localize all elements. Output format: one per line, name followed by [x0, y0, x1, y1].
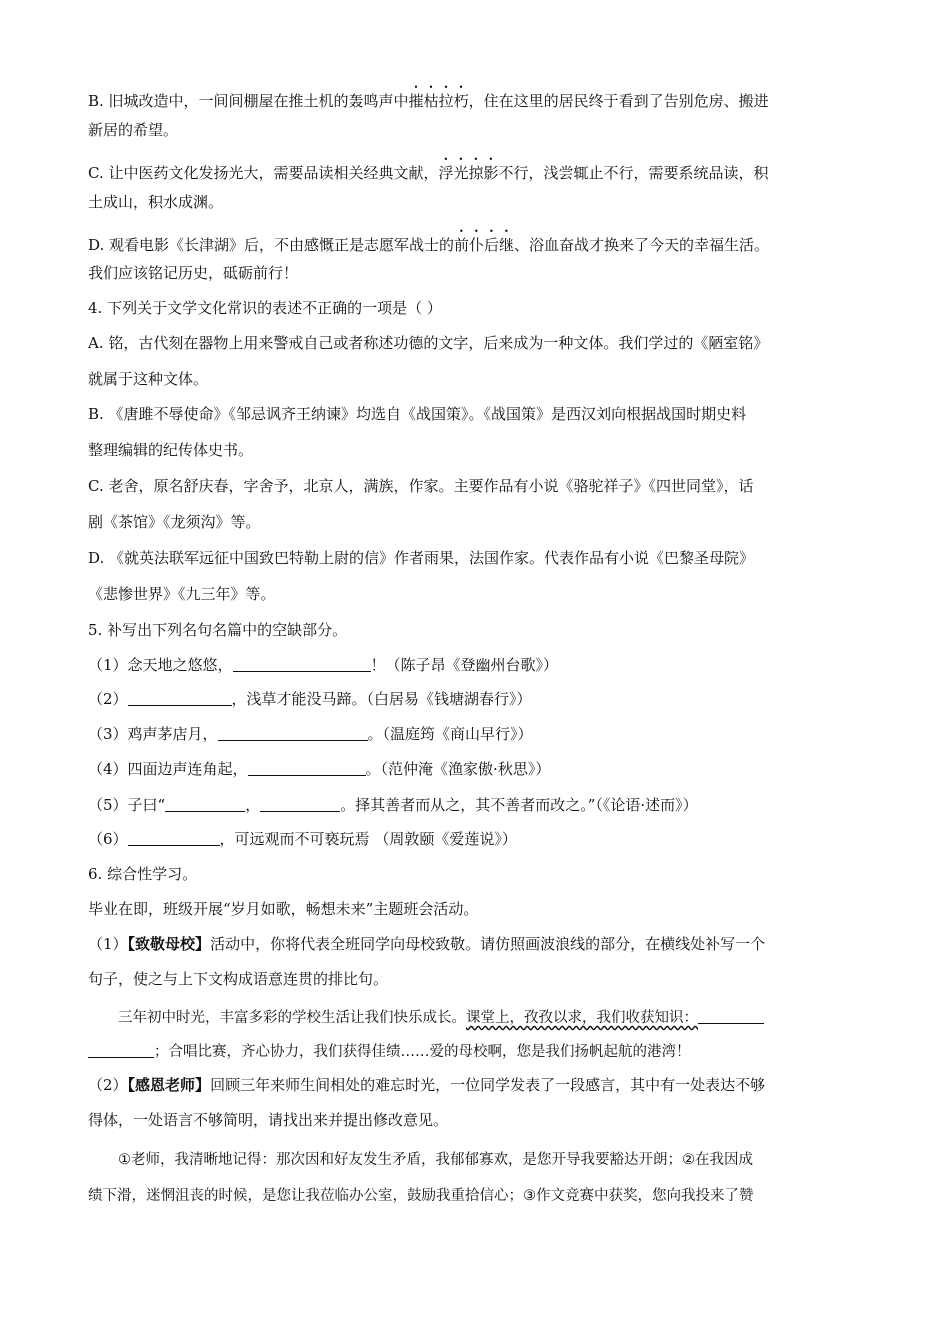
activity-tag: 【感恩老师】 — [127, 1076, 211, 1094]
answer-blank[interactable] — [88, 1041, 154, 1058]
item-text: 。（温庭筠《商山早行》） — [367, 725, 533, 743]
answer-blank[interactable] — [248, 759, 366, 776]
emphasized-idiom: 前仆后继 — [454, 236, 515, 254]
option-text: B. 旧城改造中，一间间棚屋在推土机的轰鸣声中 — [88, 92, 409, 110]
q4-option-d-cont: 《悲惨世界》《九三年》等。 — [88, 585, 276, 603]
q5-item-6 — [88, 828, 517, 850]
q6-passage-2 — [88, 1041, 691, 1063]
q4-option-c: C. 老舍，原名舒庆春，字舍予，北京人，满族，作家。主要作品有小说《骆驼祥子》《四世同堂》，话 — [88, 477, 754, 495]
wavy-underlined-text: 课堂上，孜孜以求，我们收获知识： — [466, 1010, 698, 1026]
q4-option-a-cont: 就属于这种文体。 — [88, 370, 209, 388]
q6-passage-3: ①老师，我清晰地记得：那次因和好友发生矛盾，我郁郁寡欢，是您开导我要豁达开朗；②在我因成 — [118, 1152, 753, 1168]
part-number: （1） — [88, 935, 128, 953]
option-text: 不行，浅尝辄止不行，需要系统品读，积 — [498, 164, 769, 182]
q5-item-3 — [88, 723, 533, 745]
q4-option-a: A. 铭，古代刻在器物上用来警戒自己或者称述功德的文字，后来成为一种文体。我们学过的《陋室铭》 — [88, 334, 769, 352]
answer-blank[interactable] — [128, 689, 232, 706]
q6-stem: 6. 综合性学习。 — [88, 865, 198, 883]
option-text: ，住在这里的居民终于看到了告别危房、搬进 — [468, 92, 769, 110]
q5-item-2 — [88, 688, 532, 710]
q3-option-c-cont: 土成山，积水成渊。 — [88, 193, 224, 211]
q6-passage-4: 绩下滑，迷惘沮丧的时候，是您让我莅临办公室，鼓励我重拾信心；③作文竞赛中获奖，您向我投来了赞 — [88, 1188, 754, 1204]
item-text: 。择其善者而从之，其不善者而改之。”（《论语·述而》） — [340, 796, 698, 814]
q5-item-1 — [88, 654, 558, 676]
item-text: ，可远观而不可亵玩焉 （周敦颐《爱莲说》） — [219, 830, 517, 848]
answer-blank[interactable] — [218, 724, 368, 741]
q6-part1 — [88, 933, 765, 955]
item-text: （4）四面边声连角起， — [88, 760, 248, 778]
q3-option-b — [88, 83, 769, 112]
answer-blank[interactable] — [128, 829, 220, 846]
q3-option-d — [88, 227, 769, 256]
q5-item-5 — [88, 794, 698, 816]
item-text: （3）鸡声茅店月， — [88, 725, 218, 743]
q4-option-b: B. 《唐雎不辱使命》《邹忌讽齐王纳谏》均选自《战国策》。《战国策》是西汉刘向根据战国时期史料 — [88, 405, 747, 423]
passage-text: ； — [154, 1044, 169, 1060]
q3-option-c — [88, 155, 769, 184]
q4-option-d: D. 《就英法联军远征中国致巴特勒上尉的信》作者雨果，法国作家。代表作品有小说《巴黎圣母院》 — [88, 549, 755, 567]
q6-part1-cont: 句子，使之与上下文构成语意连贯的排比句。 — [88, 970, 389, 988]
option-text: C. 让中医药文化发扬光大，需要品读相关经典文献， — [88, 164, 439, 182]
answer-blank[interactable] — [260, 795, 340, 812]
q6-part2 — [88, 1074, 765, 1096]
item-text: 。（范仲淹《渔家傲·秋思》） — [365, 760, 551, 778]
passage-text: 三年初中时光，丰富多彩的学校生活让我们快乐成长。 — [118, 1010, 466, 1026]
emphasized-idiom: 摧枯拉朽 — [408, 92, 469, 110]
item-text: （5）子曰“ — [88, 796, 166, 814]
q4-option-b-cont: 整理编辑的纪传体史书。 — [88, 441, 254, 459]
answer-blank[interactable] — [233, 655, 371, 672]
q5-item-4 — [88, 758, 550, 780]
item-text: ， — [245, 796, 261, 814]
passage-text: 合唱比赛，齐心协力，我们获得佳绩……爱的母校啊，您是我们扬帆起航的港湾！ — [168, 1044, 691, 1060]
part-text: 活动中，你将代表全班同学向母校致敬。请仿照画波浪线的部分，在横线处补写一个 — [210, 935, 766, 953]
option-text: 、浴血奋战才换来了今天的幸福生活。 — [514, 236, 770, 254]
part-text: 回顾三年来师生间相处的难忘时光，一位同学发表了一段感言，其中有一处表达不够 — [210, 1076, 766, 1094]
answer-blank[interactable] — [698, 1007, 764, 1024]
q6-intro: 毕业在即，班级开展“岁月如歌，畅想未来”主题班会活动。 — [88, 900, 479, 918]
q6-part2-cont: 得体，一处语言不够简明，请找出来并提出修改意见。 — [88, 1111, 449, 1129]
item-text: ，浅草才能没马蹄。（白居易《钱塘湖春行》） — [231, 690, 532, 708]
q3-option-b-cont: 新居的希望。 — [88, 121, 179, 139]
activity-tag: 【致敬母校】 — [127, 935, 211, 953]
item-text: ！（陈子昂《登幽州台歌》） — [370, 656, 559, 674]
q4-stem: 4. 下列关于文学文化常识的表述不正确的一项是（ ） — [88, 299, 442, 317]
answer-blank[interactable] — [165, 795, 245, 812]
item-text: （1）念天地之悠悠， — [88, 656, 233, 674]
item-text: （2） — [88, 690, 128, 708]
q5-stem: 5. 补写出下列名句名篇中的空缺部分。 — [88, 621, 348, 639]
q3-option-d-cont: 我们应该铭记历史，砥砺前行！ — [88, 264, 299, 282]
item-text: （6） — [88, 830, 128, 848]
part-number: （2） — [88, 1076, 128, 1094]
option-text: D. 观看电影《长津湖》后，不由感慨正是志愿军战士的 — [88, 236, 455, 254]
emphasized-idiom: 浮光掠影 — [438, 164, 499, 182]
q4-option-c-cont: 剧《茶馆》《龙须沟》等。 — [88, 513, 261, 531]
q6-passage-1 — [118, 1007, 764, 1029]
